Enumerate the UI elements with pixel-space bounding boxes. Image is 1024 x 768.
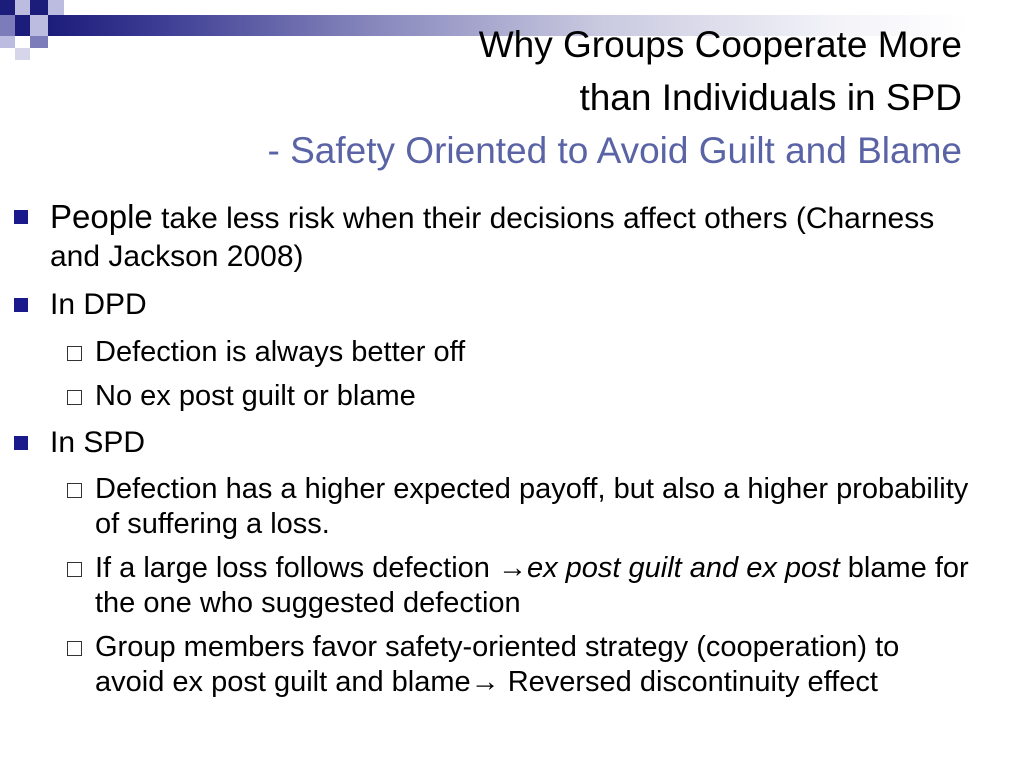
arrow-right-icon: → <box>470 666 500 698</box>
bullet-people <box>50 198 950 276</box>
bullet-square-icon <box>14 210 28 224</box>
sub-bullet-text-before: If a large loss follows defection <box>95 552 498 584</box>
bullet-lead: People <box>50 198 153 235</box>
hollow-square-icon <box>67 483 82 498</box>
hollow-square-icon <box>67 562 82 577</box>
hollow-square-icon <box>67 390 82 405</box>
sub-bullet-no-guilt <box>95 379 975 414</box>
sub-bullet-text: Defection is always better off <box>95 336 466 368</box>
sub-bullet-large-loss <box>95 551 975 621</box>
sub-bullet-text-after: Reversed discontinuity effect <box>499 666 878 698</box>
sub-bullet-text: No ex post guilt or blame <box>95 380 416 412</box>
sub-bullet-higher-payoff <box>95 472 975 542</box>
sub-bullet-group-members <box>95 630 975 700</box>
slide-subtitle: - Safety Oriented to Avoid Guilt and Blame <box>267 130 962 171</box>
bullet-dpd <box>50 286 950 324</box>
arrow-right-icon: → <box>497 552 527 584</box>
bullet-square-icon <box>14 436 28 450</box>
sub-bullet-italic: ex post guilt and ex post <box>526 552 840 584</box>
title-line-1: Why Groups Cooperate More <box>478 24 962 65</box>
sub-bullet-text-before: Group members favor safety-oriented strategy (cooperation) to avoid ex post guilt and blame <box>95 631 900 698</box>
sub-bullet-text-after: blame for the one who suggested defection <box>95 552 969 619</box>
bullet-text: In DPD <box>50 288 147 321</box>
bullet-square-icon <box>14 298 28 312</box>
bullet-text: In SPD <box>50 426 146 459</box>
sub-bullet-text: Defection has a higher expected payoff, but also a higher probability of suffering a loss. <box>95 473 969 540</box>
title-line-2: than Individuals in SPD <box>579 77 962 118</box>
sub-bullet-defection-better <box>95 335 975 370</box>
bullet-text: take less risk when their decisions affect others (Charness and Jackson 2008) <box>50 202 935 273</box>
bullet-spd <box>50 424 950 462</box>
hollow-square-icon <box>67 641 82 656</box>
hollow-square-icon <box>67 346 82 361</box>
